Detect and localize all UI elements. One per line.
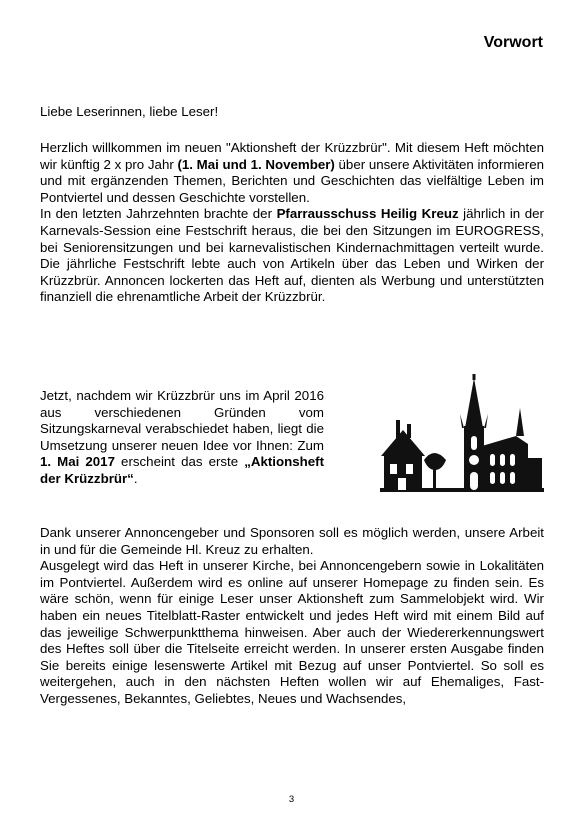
intro-paragraph [40,140,544,306]
distribution-text: Ausgelegt wird das Heft in unserer Kirche, bei Annoncengebern sowie in Lokalitäten im Pontviertel. Außerdem wird es online auf unserer Homepage zu finden sein. Es wäre schön, wenn für einige Leser unser Aktionsheft zum Sammelobjekt wird. Wir haben ein neues Titelblatt-Raster entwickelt und jedes Heft wird mit einem Bild auf das jeweilige Schwerpunktthema hinweisen. Aber auch der Wiedererkennungswert des Heftes soll über die Titelseite erreicht werden. In unserer ersten Ausgabe finden Sie bereits einige lesenswerte Artikel mit Bezug auf unser Pontviertel. So soll es weitergehen, auch in den nächsten Heften wollen wir auf Ehemaliges, Fast-Vergessenes, Bekanntes, Geliebtes, Neues und Wachsendes, [40,558,544,706]
sponsors-paragraph [40,525,544,708]
announcement-text-1: Jetzt, nachdem wir Krüzzbrür uns im April 2016 aus verschiedenen Gründen vom Sitzungskarneval verabschiedet haben, liegt die Umsetzung unserer neuen Idee vor Ihnen: Zum [40,388,324,453]
history-text-2: jährlich in der Karnevals-Session eine Festschrift heraus, die bei den Sitzungen im EUROGRESS, bei Seniorensitzungen und bei karnevalistischen Kindernachmittagen verteilt wurde. Die jährliche Festschrift lebte auch von Artikeln über das Leben und Wirken der Krüzzbrür. Annoncen lockerten das Heft auf, dienten als Werbung und unterstützten finanziell die ehrenamtliche Arbeit der Krüzzbrür. [40,206,544,305]
intro-text-2: über unsere Aktivitäten informieren und mit ergänzenden Themen, Berichten und Geschichten das vielfältige Leben im Pontviertel und dessen Geschichte vorstellen. [40,156,545,205]
release-date: 1. Mai 2017 [40,454,115,470]
church-illustration [376,374,548,498]
intro-text-1: Herzlich willkommen im neuen "Aktionsheft der Krüzzbrür". Mit diesem Heft möchten wir künftig 2 x pro Jahr [40,140,544,172]
page-title: Vorwort [483,34,543,51]
booklet-name: „Aktionsheft der Krüzzbrür“ [40,454,325,486]
history-text-1: In den letzten Jahrzehnten brachte der [40,206,277,222]
intro-dates: (1. Mai und 1. November) [177,156,335,172]
page-number: 3 [288,794,295,805]
committee-name: Pfarrausschuss Heilig Kreuz [276,206,459,222]
greeting: Liebe Leserinnen, liebe Leser! [40,104,219,119]
announcement-text-2: erscheint das erste [114,454,245,470]
announcement-paragraph [40,388,324,488]
announcement-text-3: . [133,470,138,486]
sponsors-text: Dank unserer Annoncengeber und Sponsoren soll es möglich werden, unsere Arbeit in und für die Gemeinde Hl. Kreuz zu erhalten. [40,525,544,557]
